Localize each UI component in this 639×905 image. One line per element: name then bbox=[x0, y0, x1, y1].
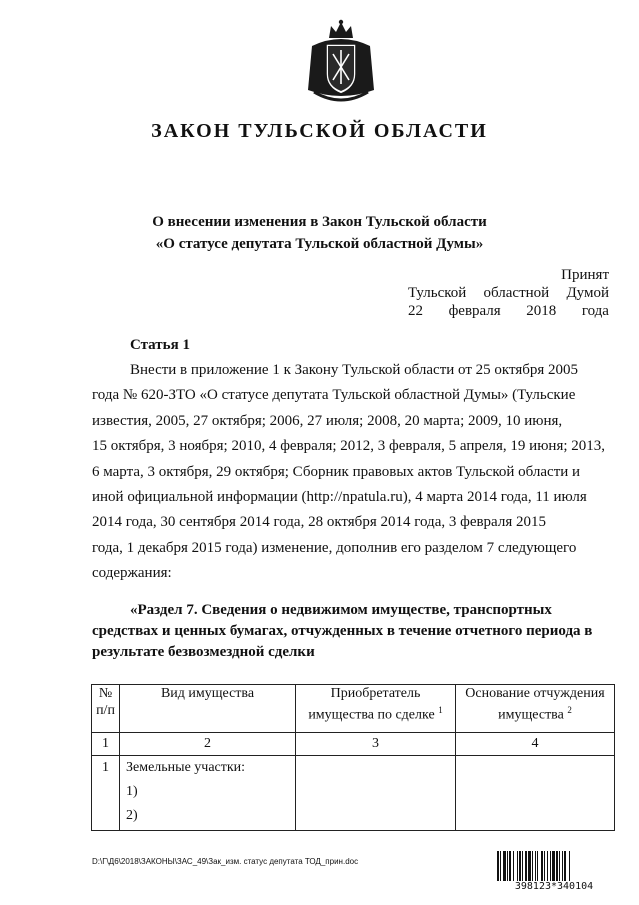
article-title: Статья 1 bbox=[130, 337, 190, 353]
row-basis bbox=[456, 756, 615, 831]
column-number: 4 bbox=[456, 733, 615, 756]
adoption-by-word: Тульской bbox=[408, 285, 467, 301]
adoption-by-word: Думой bbox=[566, 285, 609, 301]
law-title: ЗАКОН ТУЛЬСКОЙ ОБЛАСТИ bbox=[151, 120, 488, 142]
property-table bbox=[91, 684, 615, 831]
body-line: 2014 года, 30 сентября 2014 года, 28 октября 2014 года, 3 февраля 2015 bbox=[92, 514, 546, 531]
subject-line-1: О внесении изменения в Закон Тульской области bbox=[152, 214, 487, 230]
body-line: 6 марта, 3 октября, 29 октября; Сборник правовых актов Тульской области и bbox=[92, 463, 581, 480]
header-kind: Вид имущества bbox=[120, 685, 296, 733]
adoption-date-part: 2018 bbox=[526, 303, 557, 319]
row-kind: Земельные участки: 1) 2) bbox=[120, 756, 296, 831]
column-number: 3 bbox=[296, 733, 456, 756]
body-line: года, 1 декабря 2015 года) изменение, дополнив его разделом 7 следующего bbox=[92, 539, 577, 556]
tula-coat-of-arms-icon bbox=[304, 18, 378, 108]
adoption-block bbox=[408, 266, 609, 320]
adoption-date-part: года bbox=[581, 303, 609, 319]
header-buyer: Приобретатель имущества по сделке $^1$ bbox=[296, 685, 456, 733]
barcode-number: 398123*340104 bbox=[514, 881, 594, 892]
section-title bbox=[92, 600, 610, 663]
barcode-icon bbox=[497, 851, 610, 883]
body-line: известия, 2005, 27 октября; 2006, 27 июля; 2008, 20 марта; 2009, 10 июня, bbox=[92, 412, 563, 429]
adoption-by bbox=[408, 284, 609, 302]
row-buyer bbox=[296, 756, 456, 831]
file-path: D:\Г\Д6\2018\ЗАКОНЫ\ЗАС_49\Зак_изм. статус депутата ТОД_прин.doc bbox=[92, 857, 359, 866]
adoption-date-part: 22 bbox=[408, 303, 423, 319]
adoption-date bbox=[408, 302, 609, 320]
section-line: результате безвозмездной сделки bbox=[92, 644, 315, 660]
body-line: Внести в приложение 1 к Закону Тульской области от 25 октября 2005 bbox=[130, 362, 579, 378]
adoption-date-part: февраля bbox=[448, 303, 501, 319]
column-number-row bbox=[92, 733, 615, 756]
header-no: № п/п bbox=[92, 685, 120, 733]
row-number: 1 bbox=[92, 756, 120, 831]
body-line: года № 620-ЗТО «О статусе депутата Тульской областной Думы» (Тульские bbox=[92, 387, 576, 404]
row-subitem: 2) bbox=[126, 808, 138, 823]
subject-line-2: «О статусе депутата Тульской областной Думы» bbox=[155, 236, 484, 252]
table-header-row bbox=[92, 685, 615, 733]
footnote-mark: 1 bbox=[438, 705, 443, 715]
section-line: «Раздел 7. Сведения о недвижимом имуществе, транспортных bbox=[130, 602, 552, 618]
footnote-mark: 2 bbox=[567, 705, 572, 715]
body-line: 15 октября, 3 ноября; 2010, 4 февраля; 2012, 3 февраля, 5 апреля, 19 июня; 2013, bbox=[92, 438, 606, 455]
column-number: 2 bbox=[120, 733, 296, 756]
article-body bbox=[92, 358, 610, 587]
body-line: содержания: bbox=[92, 565, 172, 582]
column-number: 1 bbox=[92, 733, 120, 756]
law-subject bbox=[0, 211, 639, 255]
body-line: иной официальной информации (http://npatula.ru), 4 марта 2014 года, 11 июля bbox=[92, 489, 587, 506]
adoption-word: Принят bbox=[561, 267, 609, 283]
row-subitem: 1) bbox=[126, 784, 138, 799]
adoption-by-word: областной bbox=[483, 285, 550, 301]
header-basis: Основание отчуждения имущества $^2$ bbox=[456, 685, 615, 733]
section-line: средствах и ценных бумагах, отчужденных в течение отчетного периода в bbox=[92, 623, 593, 639]
table-row bbox=[92, 756, 615, 831]
